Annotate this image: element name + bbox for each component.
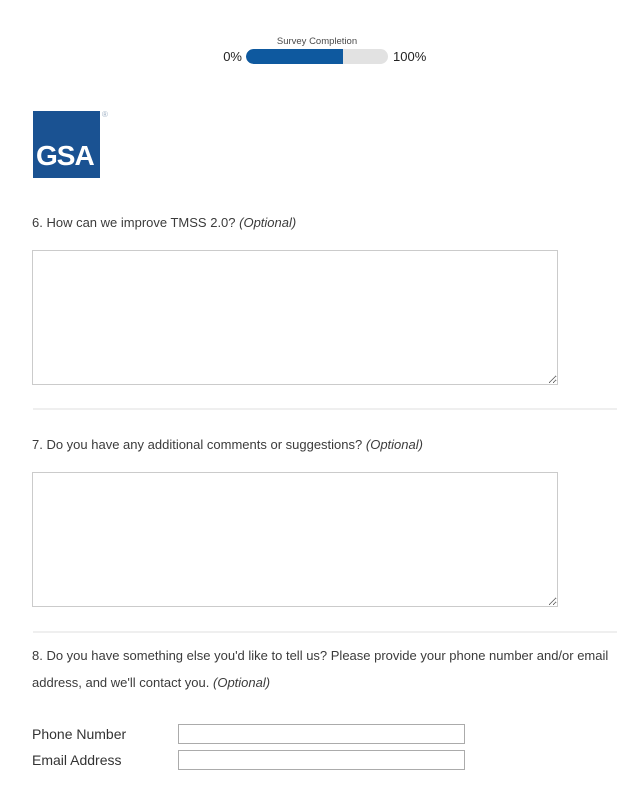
gsa-logo-text: GSA bbox=[36, 140, 94, 171]
gsa-logo-square bbox=[33, 111, 100, 178]
question-6-textarea[interactable] bbox=[32, 250, 558, 385]
progress-title: Survey Completion bbox=[276, 36, 358, 47]
progress-max-label: 100% bbox=[393, 49, 427, 64]
question-8-text: 8. Do you have something else you'd like to tell us? Please provide your phone number and/or email address, and we'll contact you. bbox=[32, 648, 609, 690]
question-6-label bbox=[32, 209, 616, 236]
question-8-label bbox=[32, 642, 616, 696]
email-address-input[interactable] bbox=[178, 750, 465, 770]
gsa-logo bbox=[33, 110, 108, 178]
progress-bar-fill bbox=[246, 49, 343, 64]
progress-min-label: 0% bbox=[223, 49, 242, 64]
progress-bar-track bbox=[246, 49, 388, 64]
question-7-textarea[interactable] bbox=[32, 472, 558, 607]
question-7-text: 7. Do you have any additional comments or suggestions? bbox=[32, 437, 363, 452]
question-6-optional-tag: (Optional) bbox=[239, 215, 297, 230]
section-divider bbox=[33, 631, 617, 633]
phone-number-label: Phone Number bbox=[32, 726, 127, 742]
question-6-text: 6. How can we improve TMSS 2.0? bbox=[32, 215, 236, 230]
email-address-label: Email Address bbox=[32, 752, 122, 768]
question-8-optional-tag: (Optional) bbox=[213, 675, 271, 690]
phone-number-input[interactable] bbox=[178, 724, 465, 744]
question-7-label bbox=[32, 431, 616, 458]
question-7-optional-tag: (Optional) bbox=[365, 437, 423, 452]
section-divider bbox=[33, 408, 617, 410]
registered-trademark-mark: ® bbox=[102, 110, 108, 119]
